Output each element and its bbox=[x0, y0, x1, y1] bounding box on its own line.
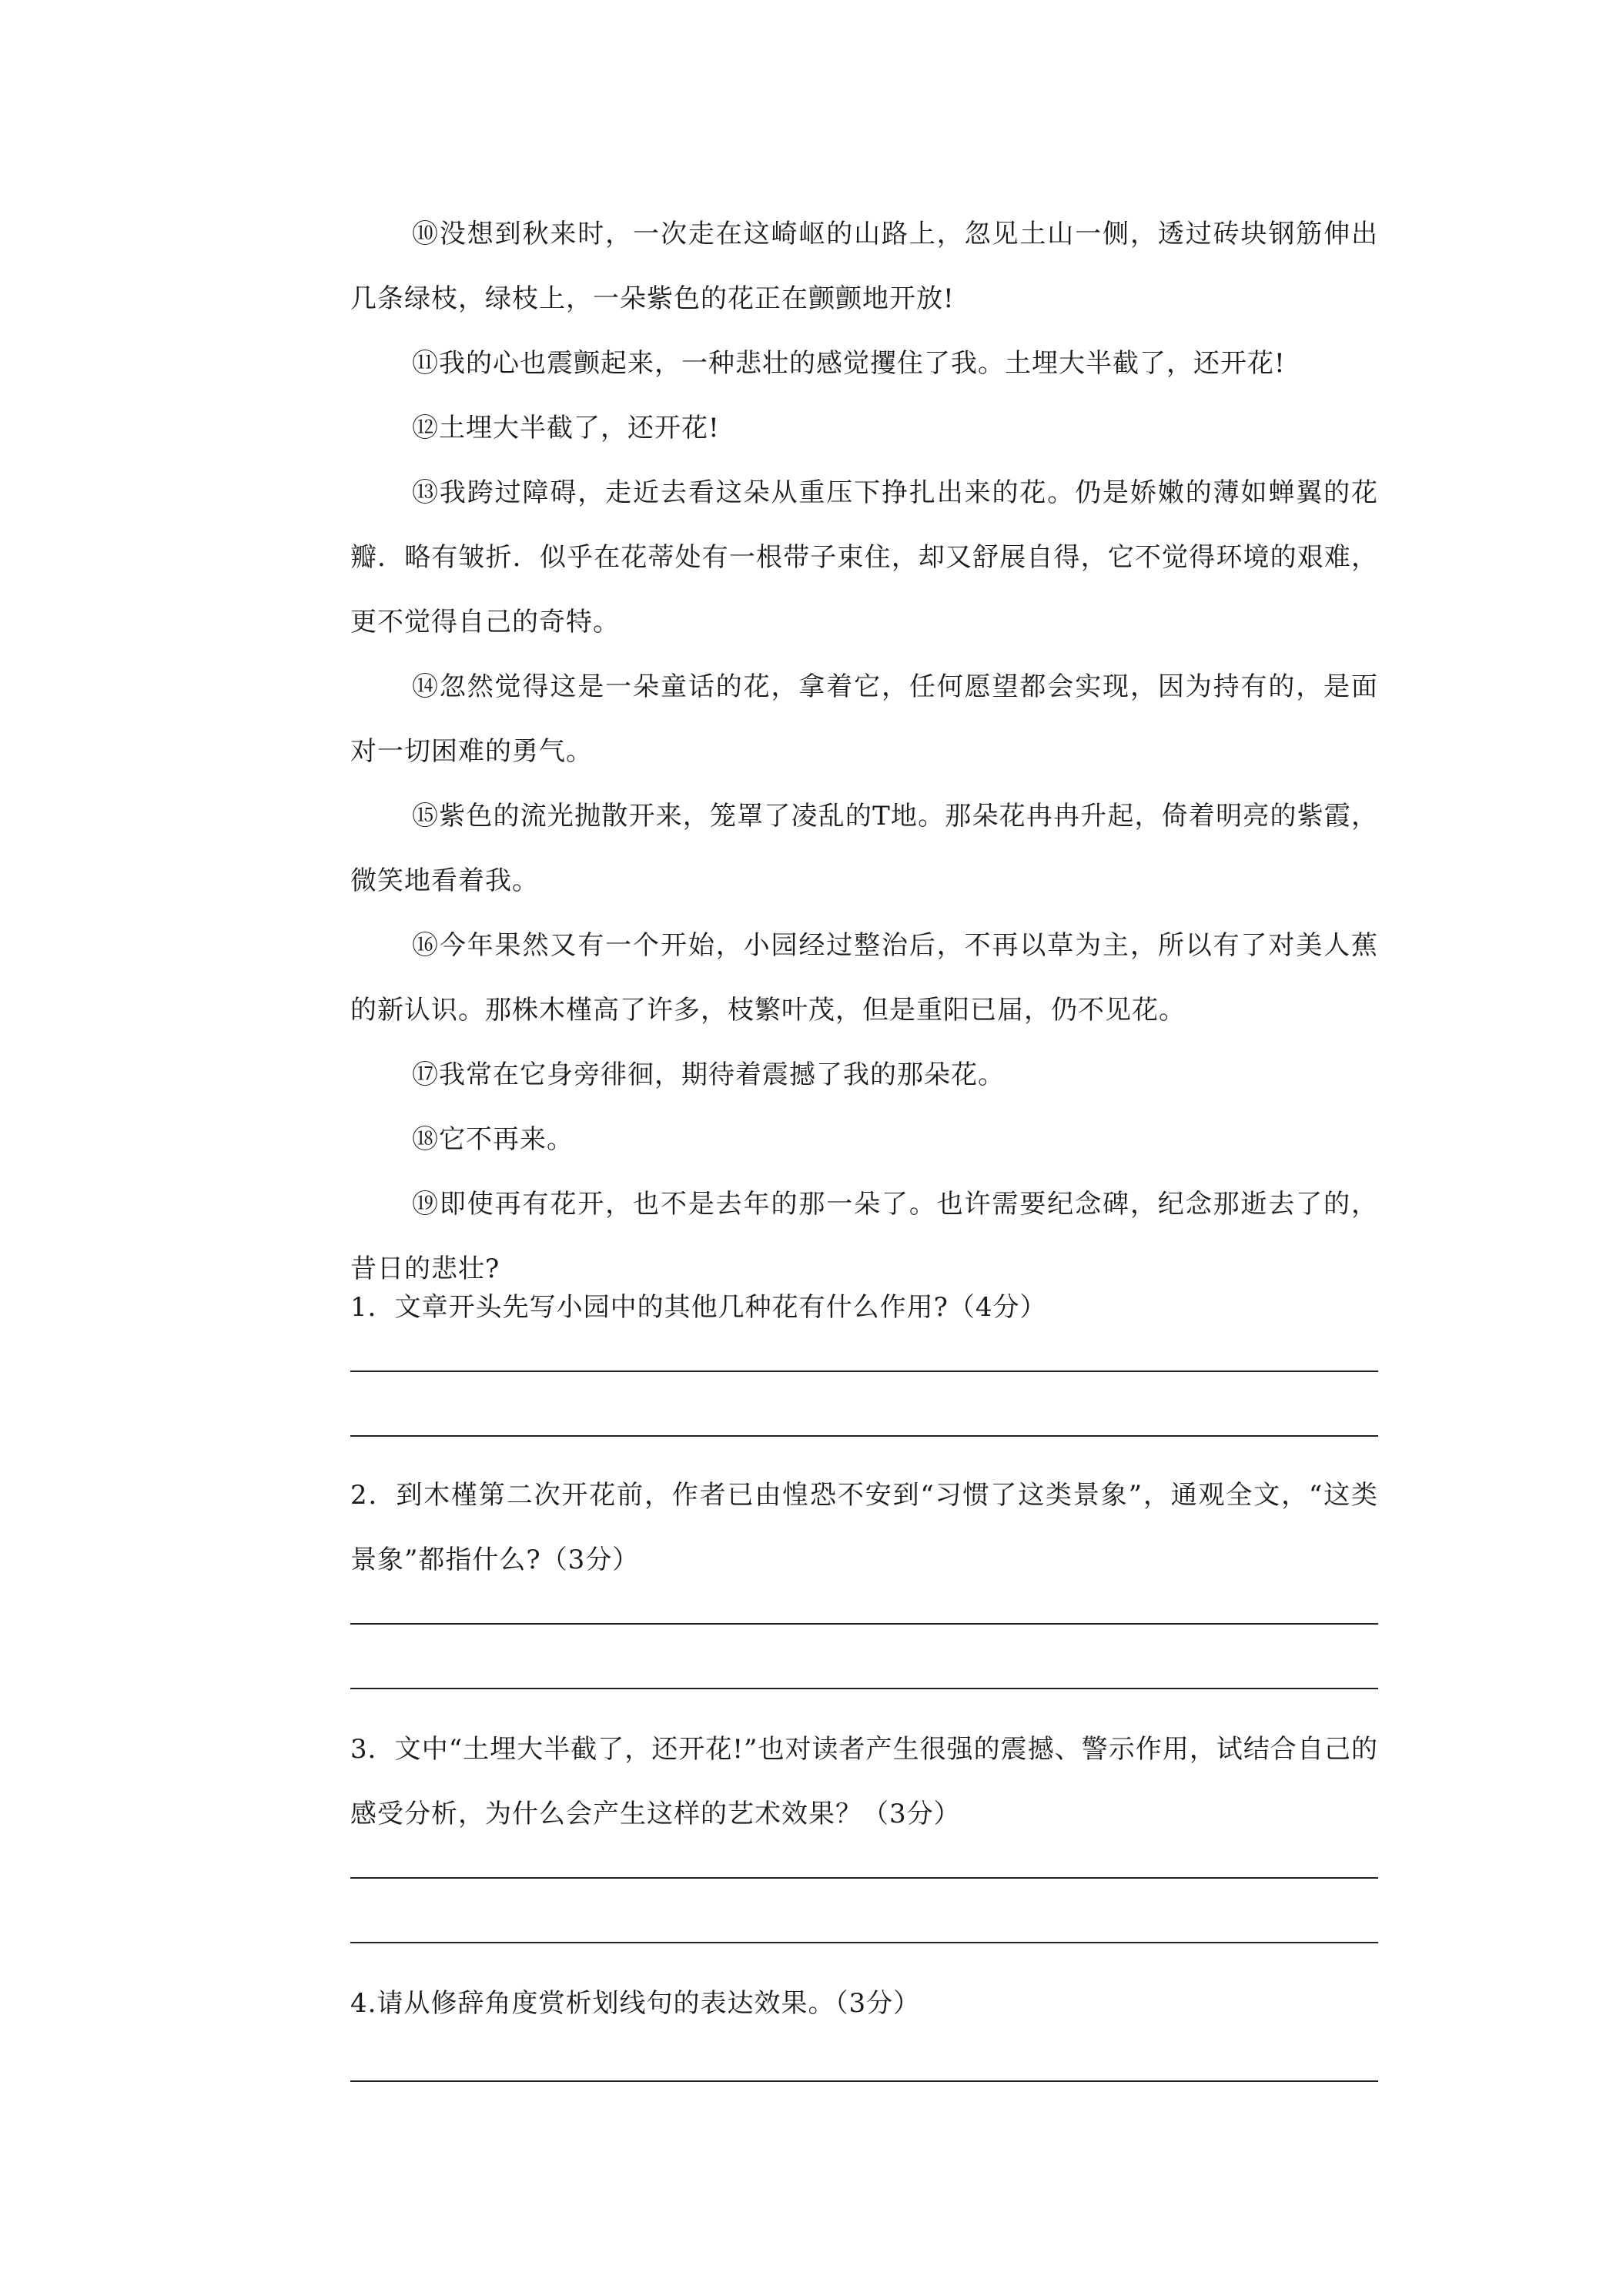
answer-line[interactable] bbox=[350, 1942, 1378, 1943]
paragraph-10: ⑩没想到秋来时，一次走在这崎岖的山路上，忽见土山一侧，透过砖块钢筋伸出几条绿枝，绿枝上，一朵紫色的花正在颤颤地开放! bbox=[350, 219, 1378, 314]
answer-line[interactable] bbox=[350, 1371, 1378, 1372]
question-3-block bbox=[350, 1717, 1378, 1943]
paragraph-17: ⑰我常在它身旁徘徊，期待着震撼了我的那朵花。 bbox=[412, 1059, 1005, 1090]
question-2: 2．到木槿第二次开花前，作者已由惶恐不安到“习惯了这类景象”，通观全文，“这类景象”都指什么?（3分） bbox=[350, 1480, 1378, 1575]
answer-line[interactable] bbox=[350, 2080, 1378, 2082]
paragraph-13: ⑬我跨过障碍，走近去看这朵从重压下挣扎出来的花。仍是娇嫩的薄如蝉翼的花瓣．略有皱折．似乎在花蒂处有一根带子束住，却又舒展自得，它不觉得环境的艰难，更不觉得自己的奇特。 bbox=[350, 477, 1378, 638]
answer-line[interactable] bbox=[350, 1435, 1378, 1437]
question-3: 3．文中“土埋大半截了，还开花!”也对读者产生很强的震撼、警示作用，试结合自己的感受分析，为什么会产生这样的艺术效果？（3分） bbox=[350, 1734, 1378, 1829]
paragraph-14: ⑭忽然觉得这是一朵童话的花，拿着它，任何愿望都会实现，因为持有的，是面对一切困难的勇气。 bbox=[350, 671, 1378, 767]
answer-line[interactable] bbox=[350, 1877, 1378, 1879]
question-2-block bbox=[350, 1463, 1378, 1689]
answer-line[interactable] bbox=[350, 1623, 1378, 1625]
question-1-block bbox=[350, 1275, 1378, 1437]
question-4: 4.请从修辞角度赏析划线句的表达效果。（3分） bbox=[350, 1988, 921, 2019]
question-1: 1．文章开头先写小园中的其他几种花有什么作用?（4分） bbox=[350, 1292, 1047, 1323]
paragraph-19: ⑲即使再有花开，也不是去年的那一朵了。也许需要纪念碑，纪念那逝去了的，昔日的悲壮? bbox=[350, 1189, 1378, 1284]
paragraph-12: ⑫土埋大半截了，还开花! bbox=[412, 413, 720, 443]
paragraph-11: ⑪我的心也震颤起来，一种悲壮的感觉攫住了我。土埋大半截了，还开花! bbox=[412, 348, 1286, 379]
question-4-block bbox=[350, 1971, 1378, 2082]
paragraph-15: ⑮紫色的流光抛散开来，笼罩了凌乱的T地。那朵花冉冉升起，倚着明亮的紫霞，微笑地看着我。 bbox=[350, 801, 1378, 896]
paragraph-16: ⑯今年果然又有一个开始，小园经过整治后，不再以草为主，所以有了对美人蕉的新认识。那株木槿高了许多，枝繁叶茂，但是重阳已届，仍不见花。 bbox=[350, 930, 1378, 1026]
passage bbox=[350, 202, 1378, 1301]
answer-line[interactable] bbox=[350, 1688, 1378, 1689]
paragraph-18: ⑱它不再来。 bbox=[412, 1124, 574, 1155]
